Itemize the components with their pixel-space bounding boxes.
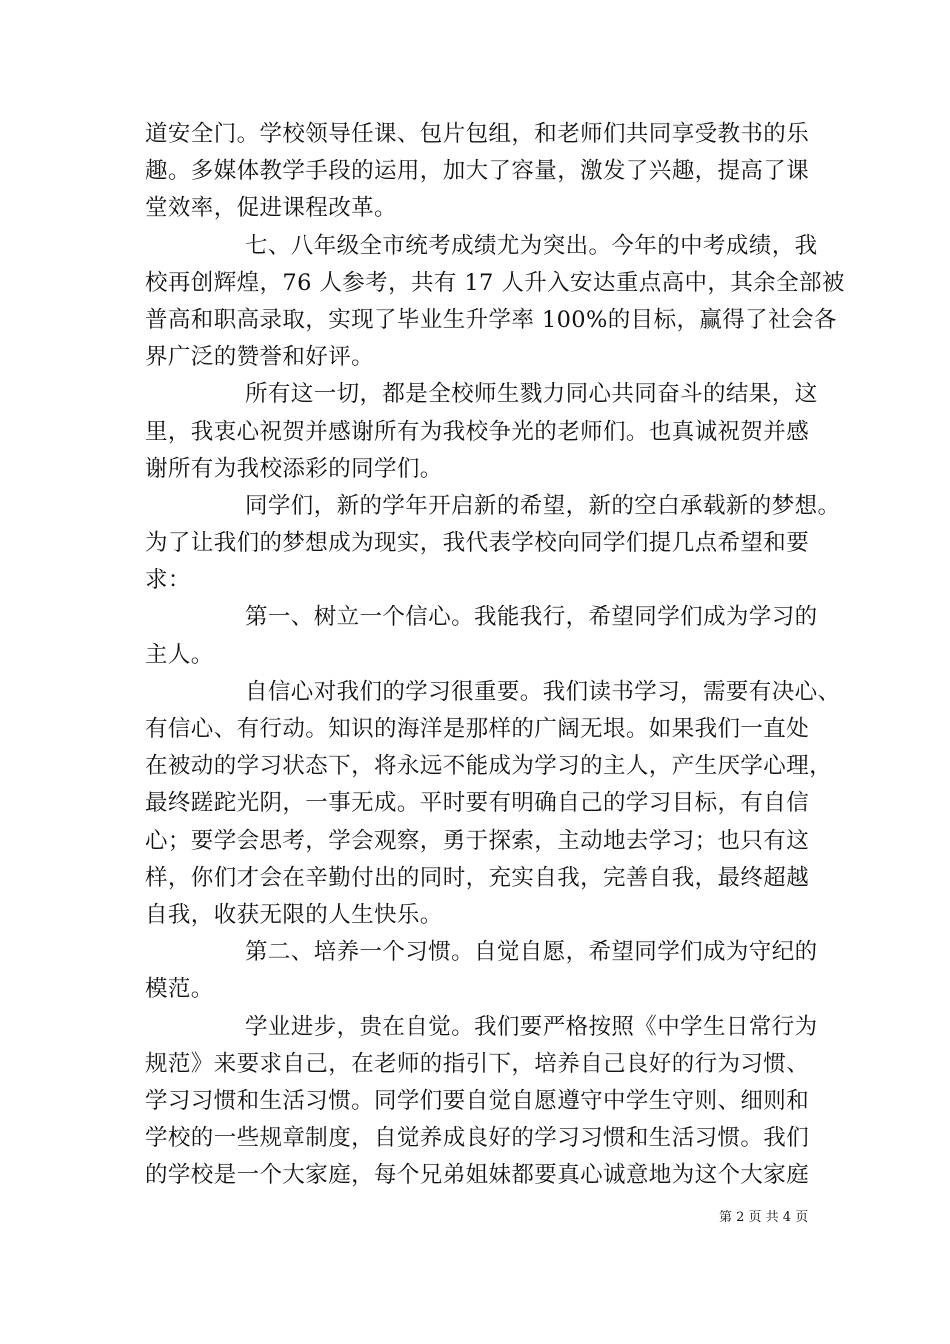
text-line: 自我，收获无限的人生快乐。: [145, 901, 443, 928]
text-line: 谢所有为我校添彩的同学们。: [145, 455, 443, 482]
text-line: 学习习惯和生活习惯。同学们要自觉自愿遵守中学生守则、细则和: [145, 1087, 810, 1114]
text-line: 最终蹉跎光阴，一事无成。平时要有明确自己的学习目标，有自信: [145, 790, 810, 817]
text-line: 样，你们才会在辛勤付出的同时，充实自我，完善自我，最终超越: [145, 864, 810, 891]
text-line: 道安全门。学校领导任课、包片包组，和老师们共同享受教书的乐: [145, 121, 810, 147]
text-line: 堂效率，促进课程改革。: [145, 195, 397, 222]
text-line: 为了让我们的梦想成为现实，我代表学校向同学们提几点希望和要: [145, 530, 810, 557]
text-line: 普高和职高录取，实现了毕业生升学率 100%的目标，赢得了社会各: [145, 306, 837, 333]
text-line: 里，我衷心祝贺并感谢所有为我校争光的老师们。也真诚祝贺并感: [145, 418, 810, 445]
text-line: 有信心、有行动。知识的海洋是那样的广阔无垠。如果我们一直处: [145, 716, 810, 742]
text-line: 主人。: [145, 641, 214, 668]
paragraph-first-line: 同学们，新的学年开启新的希望，新的空白承载新的梦想。: [245, 492, 841, 519]
paragraph-first-line: 第一、树立一个信心。我能我行，希望同学们成为学习的: [245, 604, 818, 631]
text-line: 模范。: [145, 976, 214, 1003]
paragraph-first-line: 学业进步，贵在自觉。我们要严格按照《中学生日常行为: [245, 1013, 818, 1040]
paragraph-first-line: 自信心对我们的学习很重要。我们读书学习，需要有决心、: [245, 678, 841, 705]
paragraph-first-line: 所有这一切，都是全校师生戮力同心共同奋斗的结果，这: [245, 381, 818, 408]
paragraph-first-line: 第二、培养一个习惯。自觉自愿，希望同学们成为守纪的: [245, 939, 818, 966]
page-number-footer: 第 2 页 共 4 页: [719, 1210, 809, 1225]
text-line: 求：: [145, 567, 191, 594]
text-line: 趣。多媒体教学手段的运用，加大了容量，激发了兴趣，提高了课: [145, 158, 810, 185]
text-line: 的学校是一个大家庭，每个兄弟姐妹都要真心诚意地为这个大家庭: [145, 1162, 810, 1189]
text-line: 界广泛的赞誉和好评。: [145, 344, 375, 371]
text-line: 在被动的学习状态下，将永远不能成为学习的主人，产生厌学心理，: [145, 753, 833, 780]
text-line: 心；要学会思考，学会观察，勇于探索，主动地去学习；也只有这: [145, 827, 810, 854]
text-line: 规范》来要求自己，在老师的指引下，培养自己良好的行为习惯、: [145, 1050, 810, 1077]
paragraph-first-line: 七、八年级全市统考成绩尤为突出。今年的中考成绩，我: [245, 232, 818, 259]
body-text: [145, 116, 845, 1194]
text-line: 学校的一些规章制度，自觉养成良好的学习习惯和生活习惯。我们: [145, 1125, 810, 1152]
text-line: 校再创辉煌，76 人参考，共有 17 人升入安达重点高中，其余全部被: [145, 269, 845, 296]
